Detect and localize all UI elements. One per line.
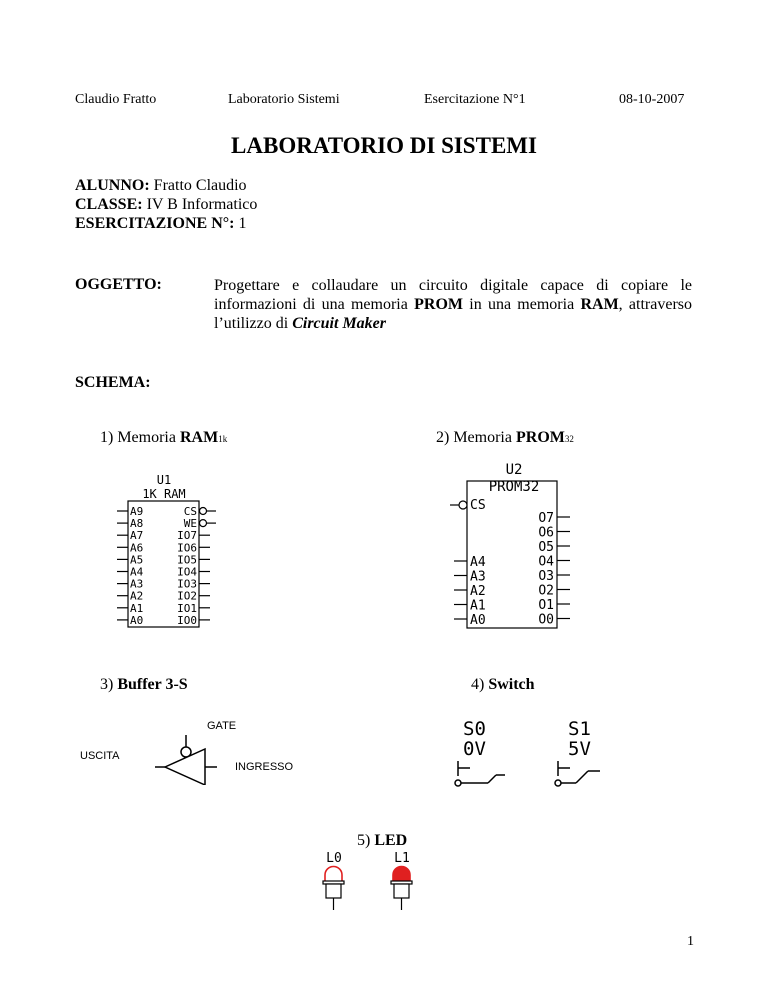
ram-pin-a9: A9 xyxy=(130,505,144,518)
class-label: CLASSE: xyxy=(75,196,143,213)
buffer-symbol xyxy=(80,715,320,785)
student-label: ALUNNO: xyxy=(75,177,150,194)
prom-keyword: PROM xyxy=(414,296,463,313)
ram-pin-io6: IO6 xyxy=(177,541,197,555)
item-led-caption: 5) LED xyxy=(357,832,408,849)
prom-chip-symbol xyxy=(446,458,576,633)
svg-text:L0: L0 xyxy=(326,851,342,866)
ram-pin-io1: IO1 xyxy=(177,601,197,615)
ram-pin-a7: A7 xyxy=(130,529,144,543)
ram-pin-a1: A1 xyxy=(130,601,144,615)
class-line xyxy=(75,196,257,214)
buffer-gate-label: GATE xyxy=(207,720,237,732)
ram-pin-cs: CS xyxy=(183,505,197,518)
item-switch-caption: 4) Switch xyxy=(471,676,535,693)
student-value: Fratto Claudio xyxy=(149,177,247,194)
svg-text:S0: S0 xyxy=(463,718,486,740)
switch-symbols xyxy=(448,718,608,793)
prom-ref: U2 xyxy=(505,462,523,478)
ram-pin-io4: IO4 xyxy=(177,565,197,579)
header-date: 08-10-2007 xyxy=(619,92,685,107)
prom-pin-o6: O6 xyxy=(538,525,554,541)
ram-pin-a2: A2 xyxy=(130,589,144,603)
prom-pin-o0: O0 xyxy=(538,612,554,628)
header-author: Claudio Fratto xyxy=(75,92,157,107)
ram-chip-symbol xyxy=(112,470,222,630)
led-l0 xyxy=(323,851,344,910)
class-value: IV B Informatico xyxy=(142,196,258,213)
svg-text:5V: 5V xyxy=(568,738,591,760)
ram-pin-a4: A4 xyxy=(130,565,144,579)
prom-pin-a2: A2 xyxy=(470,584,486,599)
ram-pin-a6: A6 xyxy=(130,541,144,555)
prom-pin-o4: O4 xyxy=(538,554,554,570)
prom-pin-a4: A4 xyxy=(470,555,486,570)
svg-text:L1: L1 xyxy=(394,851,410,866)
prom-pin-a1: A1 xyxy=(470,598,486,614)
ram-pin-we: WE xyxy=(183,517,197,531)
tool-name: Circuit Maker xyxy=(292,315,386,332)
prom-cs-label: CS xyxy=(470,498,486,513)
exercise-label: ESERCITAZIONE N°: xyxy=(75,215,235,232)
ram-pin-a8: A8 xyxy=(130,517,144,531)
header-subject: Laboratorio Sistemi xyxy=(228,92,340,107)
prom-pin-o2: O2 xyxy=(538,583,554,599)
ram-pin-a5: A5 xyxy=(130,553,144,567)
prom-pin-a3: A3 xyxy=(470,569,486,585)
prom-pin-o7: O7 xyxy=(538,511,554,526)
prom-pin-o3: O3 xyxy=(538,569,554,584)
prom-cs-bubble xyxy=(459,501,467,509)
schema-label: SCHEMA: xyxy=(75,374,151,391)
ram-pin-io0: IO0 xyxy=(177,613,197,627)
page-number: 1 xyxy=(687,934,694,949)
ram-ref: U1 xyxy=(156,473,172,487)
objective-text: Progettare e collaudare un circuito digitale capace di copiare le informazioni di una memoria PROM in una memoria RAM, attraverso l’utilizzo di Circuit Maker xyxy=(214,277,693,332)
ram-name: 1K RAM xyxy=(142,487,186,501)
led-symbols xyxy=(316,848,426,913)
ram-pin-io3: IO3 xyxy=(177,577,197,591)
ram-keyword: RAM xyxy=(580,296,619,313)
ram-pin-io7: IO7 xyxy=(177,529,197,543)
page-title: LABORATORIO DI SISTEMI xyxy=(231,133,537,158)
ram-pin-a3: A3 xyxy=(130,577,144,591)
item-ram-caption: 1) Memoria RAM1k xyxy=(100,429,228,446)
objective-label: OGGETTO: xyxy=(75,276,162,293)
item-prom-caption: 2) Memoria PROM32 xyxy=(436,429,574,446)
prom-pin-o1: O1 xyxy=(538,598,554,613)
prom-pin-a0: A0 xyxy=(470,613,486,628)
prom-name: PROM32 xyxy=(488,479,540,495)
buffer-input-label: INGRESSO xyxy=(235,761,294,773)
student-line xyxy=(75,177,247,195)
led-l1 xyxy=(391,851,412,910)
exercise-value: 1 xyxy=(234,215,247,232)
exercise-line xyxy=(75,215,246,233)
svg-text:S1: S1 xyxy=(568,718,591,740)
ram-pin-io5: IO5 xyxy=(177,553,197,567)
switch-s1 xyxy=(555,718,600,786)
buffer-output-label: USCITA xyxy=(80,750,120,762)
item-buffer-caption: 3) Buffer 3-S xyxy=(100,676,188,693)
svg-text:0V: 0V xyxy=(463,738,486,760)
ram-pin-a0: A0 xyxy=(130,613,144,627)
switch-s0 xyxy=(455,718,505,786)
header-exercise: Esercitazione N°1 xyxy=(424,92,526,107)
prom-pin-o5: O5 xyxy=(538,540,554,555)
ram-pin-io2: IO2 xyxy=(177,589,197,603)
